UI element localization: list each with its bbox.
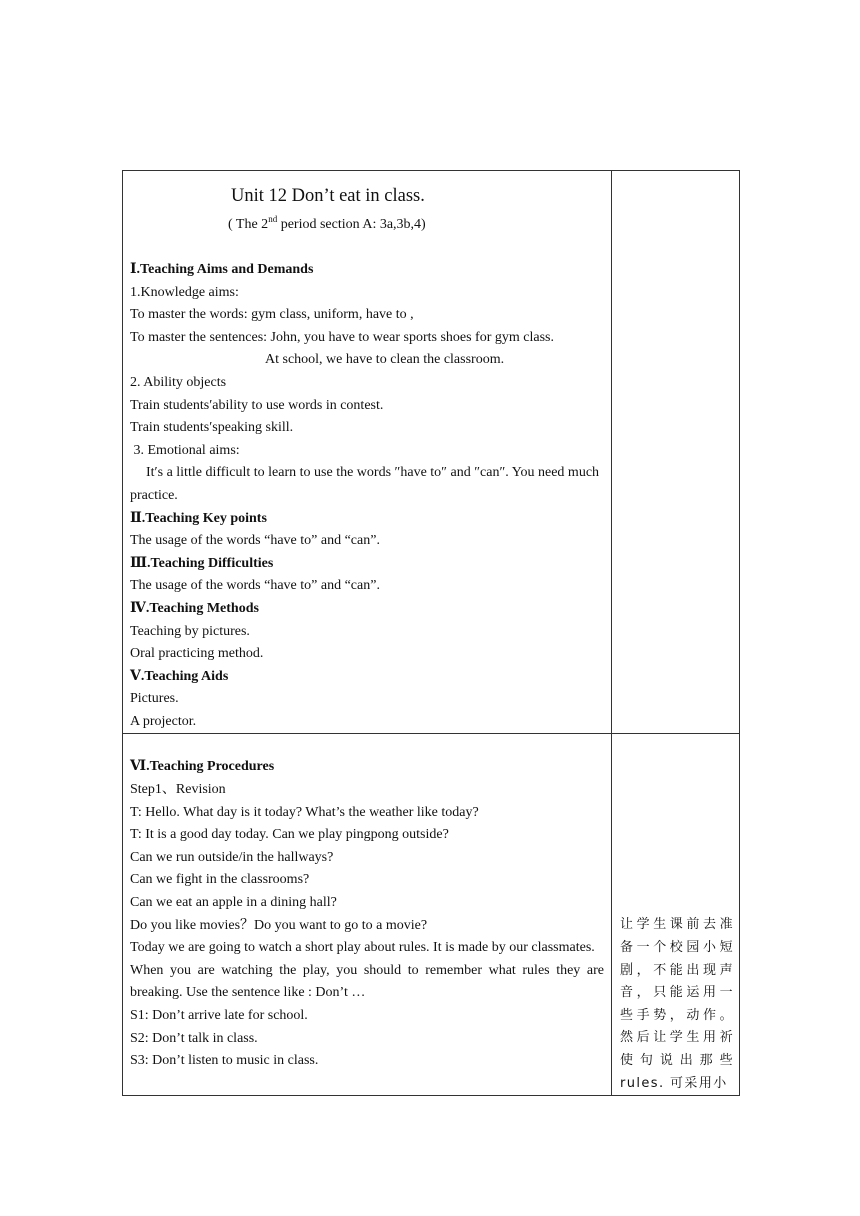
difficulties-text: The usage of the words “have to” and “can”. (130, 578, 380, 594)
aid-item: Pictures. (130, 691, 179, 707)
ability-objects-label: 2. Ability objects (130, 374, 227, 390)
side-cell-1 (612, 171, 740, 734)
dialogue-line: T: It is a good day today. Can we play pingpong outside? (130, 827, 449, 843)
step1-label: Step1、Revision (130, 782, 226, 798)
emotional-aims-text: It′s a little difficult to learn to use the words ″have to″ and ″can″. You need much practice. (130, 465, 600, 503)
lesson-plan-table (122, 170, 740, 1096)
key-points-text: The usage of the words “have to” and “can”. (130, 533, 380, 549)
dialogue-line: Can we fight in the classrooms? (130, 872, 310, 888)
document-title: Unit 12 Don’t eat in class. (231, 186, 425, 206)
heading-teaching-aims: Ⅰ.Teaching Aims and Demands (130, 262, 314, 277)
main-cell-2 (123, 734, 612, 1096)
side-cell-2 (612, 734, 740, 1096)
aid-item: A projector. (130, 713, 197, 729)
knowledge-aims-label: 1.Knowledge aims: (130, 284, 239, 300)
dialogue-line: T: Hello. What day is it today? What’s the weather like today? (130, 804, 479, 820)
heading-key-points: Ⅱ.Teaching Key points (130, 510, 267, 526)
student-line: S1: Don’t arrive late for school. (130, 1008, 308, 1023)
student-line: S2: Don’t talk in class. (130, 1030, 258, 1046)
words-line: To master the words: gym class, uniform, have to , (130, 307, 414, 323)
ability-item: Train students′ability to use words in contest. (130, 397, 384, 413)
student-line: S3: Don’t listen to music in class. (130, 1053, 319, 1069)
table-row (123, 171, 740, 734)
sentences-line-2: At school, we have to clean the classroom. (265, 352, 505, 368)
procedure-paragraph: Today we are going to watch a short play about rules. It is made by our classmates. (130, 940, 595, 956)
method-item: Oral practicing method. (130, 646, 264, 662)
document-subtitle (130, 215, 604, 235)
table-row (123, 734, 740, 1096)
dialogue-line: Can we eat an apple in a dining hall? (130, 895, 337, 911)
subtitle-superscript: nd (268, 214, 278, 224)
heading-methods: Ⅳ.Teaching Methods (130, 600, 259, 616)
heading-difficulties: Ⅲ.Teaching Difficulties (130, 555, 274, 571)
main-cell-1 (123, 171, 612, 734)
subtitle-suffix: period section A: 3a,3b,4) (277, 217, 426, 232)
subtitle-prefix: ( The 2 (228, 217, 269, 232)
heading-procedures: Ⅵ.Teaching Procedures (130, 759, 275, 775)
sentences-line: To master the sentences: John, you have to wear sports shoes for gym class. (130, 329, 554, 345)
emotional-aims-label: 3. Emotional aims: (130, 442, 240, 458)
side-note: 让学生课前去准备一个校园小短剧，不能出现声音，只能运用一些手势，动作。然后让学生用祈使句说出那些rules. 可采用小 (620, 917, 734, 1091)
heading-aids: Ⅴ.Teaching Aids (130, 668, 229, 684)
dialogue-line: Can we run outside/in the hallways? (130, 849, 334, 865)
method-item: Teaching by pictures. (130, 623, 250, 639)
dialogue-line: Do you like movies？Do you want to go to a movie? (130, 917, 428, 933)
procedure-paragraph: When you are watching the play, you should to remember what rules they are breaking. Use the sentence like : Don’t … (130, 962, 604, 1001)
ability-item: Train students′speaking skill. (130, 420, 294, 436)
